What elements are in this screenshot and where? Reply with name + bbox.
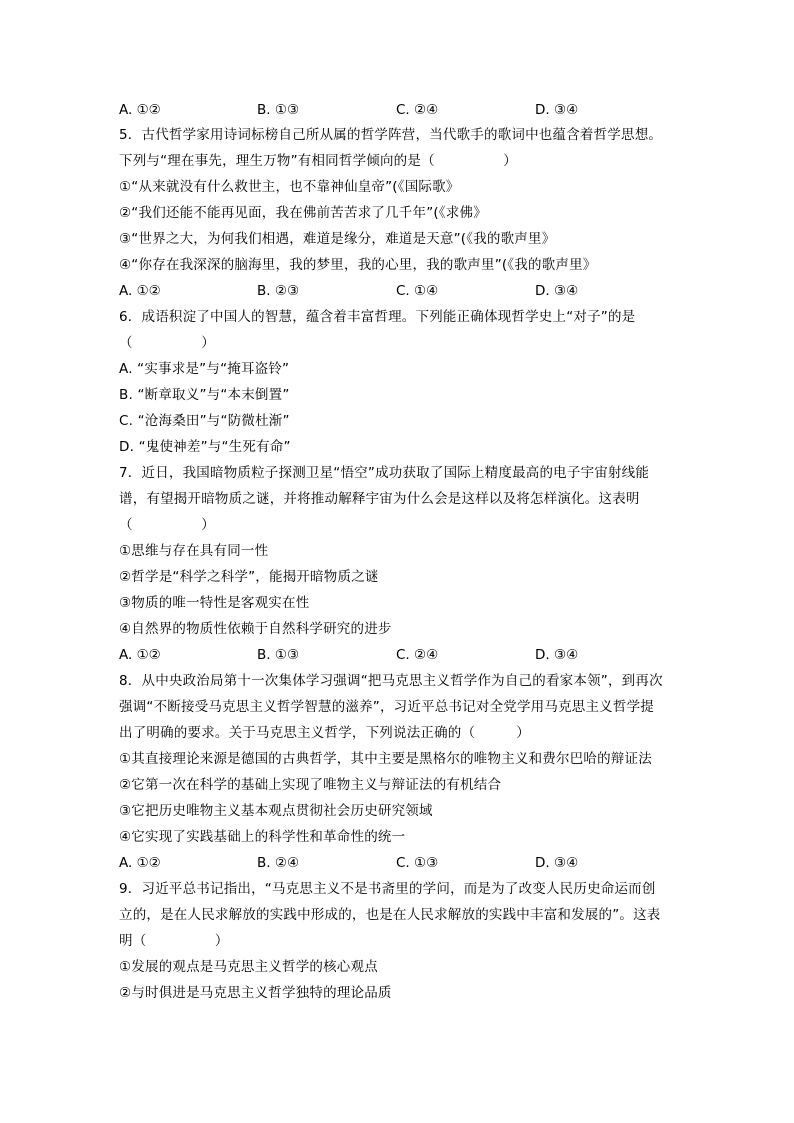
q5-item-3: ③“世界之大，为何我们相遇，难道是缘分，难道是天意”(《我的歌声里》 <box>119 231 556 247</box>
q5-item-4: ④“你存在我深深的脑海里，我的梦里，我的心里，我的歌声里”(《我的歌声里》 <box>119 257 597 273</box>
q7-option-b: B. ①③ <box>257 647 300 663</box>
q8-item-1: ①其直接理论来源是德国的古典哲学，其中主要是黑格尔的唯物主义和费尔巴哈的辩证法 <box>119 751 652 767</box>
q6-stem-line-1: 6．成语积淀了中国人的智慧，蕴含着丰富哲理。下列能正确体现哲学史上“对子”的是 <box>119 309 636 325</box>
q8-stem-line-1: 8．从中央政治局第十一次集体学习强调“把马克思主义哲学作为自己的看家本领”，到再次 <box>119 673 663 689</box>
q8-stem-line-2: 强调“不断接受马克思主义哲学智慧的滋养”，习近平总书记对全党学用马克思主义哲学提 <box>119 699 654 715</box>
q9-item-2: ②与时俱进是马克思主义哲学独特的理论品质 <box>119 985 392 1001</box>
q7-item-1: ①思维与存在具有同一性 <box>119 543 269 559</box>
q8-option-b: B. ②④ <box>257 855 300 871</box>
q7-option-a: A. ①② <box>119 647 161 663</box>
q5-option-b: B. ②③ <box>257 283 300 299</box>
q9-stem-line-2: 立的，是在人民求解放的实践中形成的，也是在人民求解放的实践中丰富和发展的”。这表 <box>119 907 661 923</box>
q5-stem-line-1: 5．古代哲学家用诗词标榜自己所从属的哲学阵营，当代歌手的歌词中也蕴含着哲学思想。 <box>119 127 663 143</box>
q8-option-a: A. ①② <box>119 855 161 871</box>
q4-option-a: A. ①② <box>119 102 161 118</box>
q5-option-c: C. ①④ <box>396 283 439 299</box>
q7-option-d: D. ③④ <box>535 647 579 663</box>
q9-stem-line-3: 明（ ） <box>119 933 229 949</box>
q7-option-c: C. ②④ <box>396 647 439 663</box>
q8-option-d: D. ③④ <box>535 855 579 871</box>
q6-option-c: C. “沧海桑田”与“防微杜渐” <box>119 413 290 429</box>
q7-stem-line-3: （ ） <box>119 517 215 533</box>
q5-item-2: ②“我们还能不能再见面，我在佛前苦苦求了几千年”(《求佛》 <box>119 205 487 221</box>
q9-item-1: ①发展的观点是马克思主义哲学的核心观点 <box>119 959 378 975</box>
q8-option-c: C. ①③ <box>396 855 439 871</box>
q6-option-d: D. “鬼使神差”与“生死有命” <box>119 439 291 455</box>
q8-item-4: ④它实现了实践基础上的科学性和革命性的统一 <box>119 829 406 845</box>
q7-item-4: ④自然界的物质性依赖于自然科学研究的进步 <box>119 621 392 637</box>
q4-option-c: C. ②④ <box>396 102 439 118</box>
q4-option-d: D. ③④ <box>535 102 579 118</box>
q6-stem-line-2: （ ） <box>119 335 215 351</box>
q7-item-3: ③物质的唯一特性是客观实在性 <box>119 595 310 611</box>
q6-option-b: B. “断章取义”与“本末倒置” <box>119 387 290 403</box>
q6-option-a: A. “实事求是”与“掩耳盗铃” <box>119 361 290 377</box>
q5-option-d: D. ③④ <box>535 283 579 299</box>
q5-stem-line-2: 下列与“理在事先，理生万物”有相同哲学倾向的是（ ） <box>119 153 517 169</box>
q8-item-3: ③它把历史唯物主义基本观点贯彻社会历史研究领域 <box>119 803 433 819</box>
q7-stem-line-1: 7．近日，我国暗物质粒子探测卫星“悟空”成功获取了国际上精度最高的电子宇宙射线能 <box>119 465 650 481</box>
q8-item-2: ②它第一次在科学的基础上实现了唯物主义与辩证法的有机结合 <box>119 777 502 793</box>
q5-item-1: ①“从来就没有什么救世主，也不靠神仙皇帝”(《国际歌》 <box>119 179 460 195</box>
q9-stem-line-1: 9．习近平总书记指出，“马克思主义不是书斋里的学问，而是为了改变人民历史命运而创 <box>119 881 656 897</box>
q5-option-a: A. ①② <box>119 283 161 299</box>
q7-stem-line-2: 谱，有望揭开暗物质之谜，并将推动解释宇宙为什么会是这样以及将怎样演化。这表明 <box>119 491 640 507</box>
q7-item-2: ②哲学是“科学之科学”，能揭开暗物质之谜 <box>119 569 379 585</box>
q8-stem-line-3: 出了明确的要求。关于马克思主义哲学，下列说法正确的（ ） <box>119 725 530 741</box>
q4-option-b: B. ①③ <box>257 102 300 118</box>
